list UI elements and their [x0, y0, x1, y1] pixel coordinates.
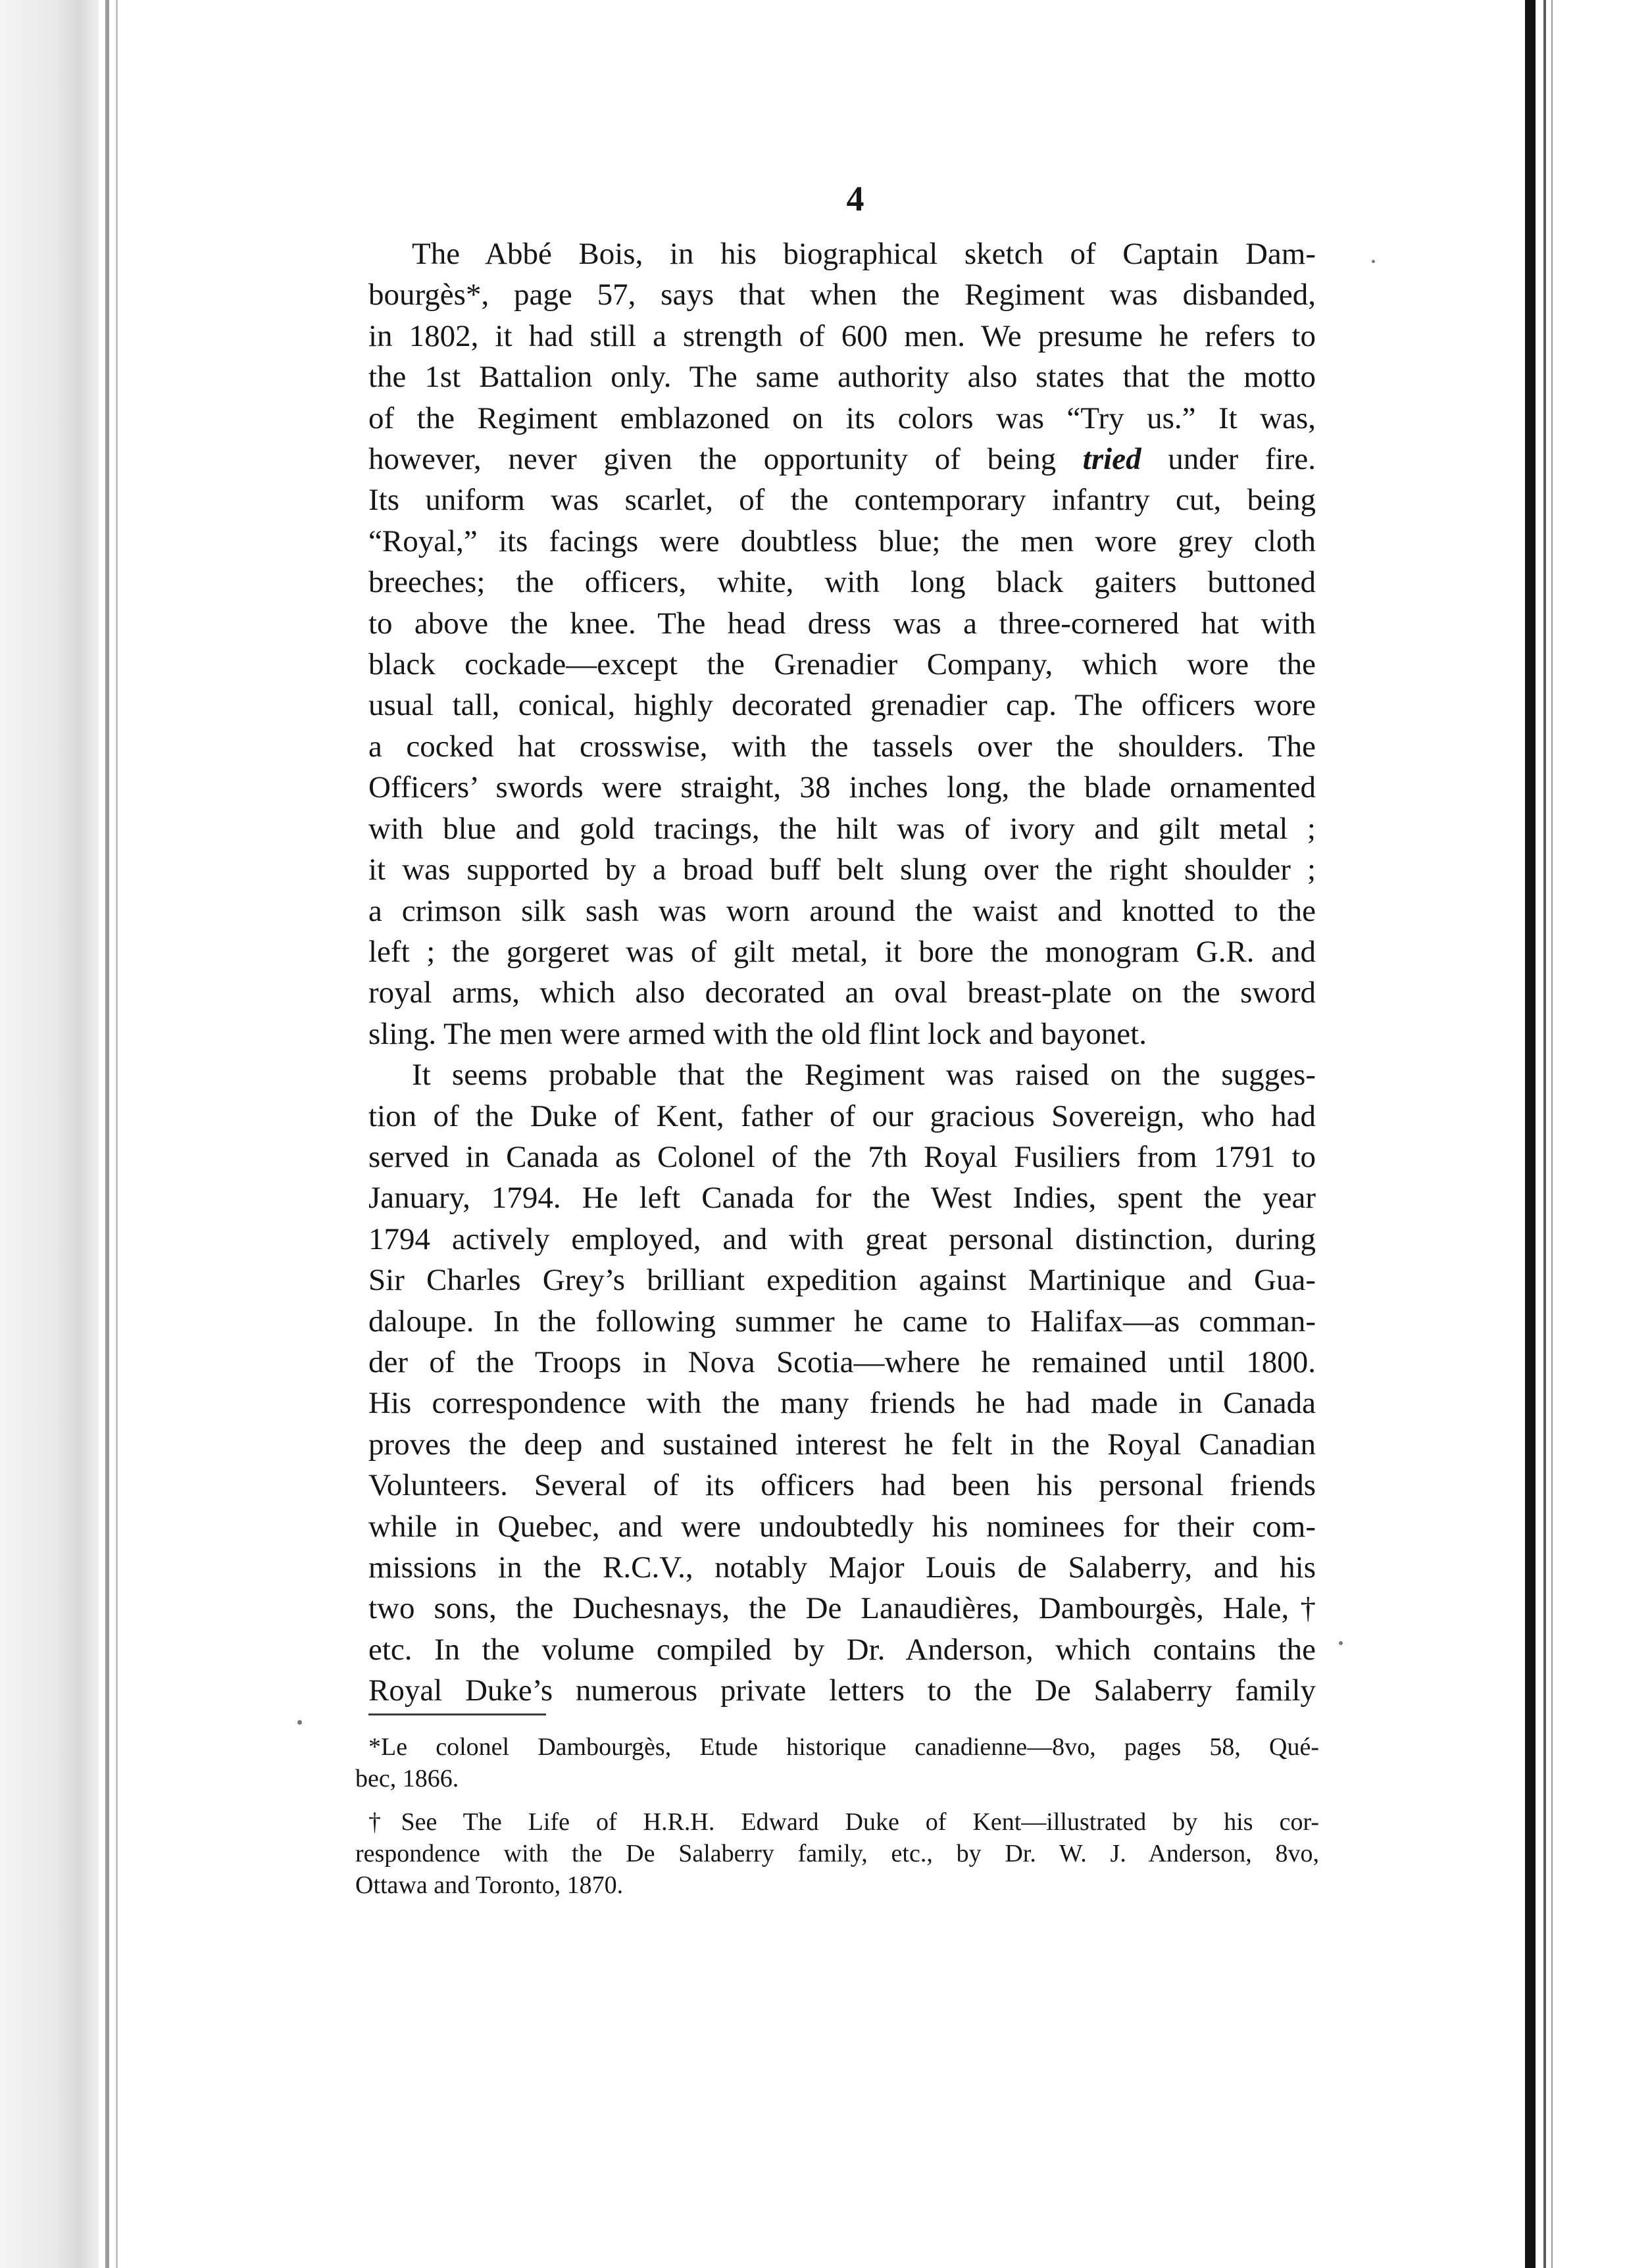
- text-line: a cocked hat crosswise, with the tassels over the shoulders. The: [368, 729, 1316, 764]
- binding-shadow-line: [105, 0, 109, 2268]
- text-line: Volunteers. Several of its officers had been his personal friends: [368, 1468, 1316, 1503]
- body-text: [368, 234, 1316, 1712]
- footnote-line: Ottawa and Toronto, 1870.: [355, 1871, 624, 1899]
- text-line: while in Quebec, and were undoubtedly his nominees for their com-: [368, 1509, 1316, 1544]
- text-line: sling. The men were armed with the old flint lock and bayonet.: [368, 1016, 1147, 1051]
- text-line: 1794 actively employed, and with great personal distinction, during: [368, 1221, 1316, 1256]
- text-line: served in Canada as Colonel of the 7th Royal Fusiliers from 1791 to: [368, 1139, 1316, 1174]
- footnote-duke-of-kent: [355, 1806, 1319, 1901]
- footnote-line: †See The Life of H.R.H. Edward Duke of Kent—illustrated by his cor-: [368, 1808, 1319, 1836]
- text-line: It seems probable that the Regiment was raised on the sugges-: [412, 1058, 1316, 1093]
- text-line: in 1802, it had still a strength of 600 men. We presume he refers to: [368, 318, 1316, 353]
- page-number: 4: [846, 179, 864, 218]
- emphasis-tried: tried: [1082, 442, 1141, 477]
- left-page-edge: [0, 0, 99, 2268]
- footnotes: [355, 1731, 1319, 1913]
- right-border-line: [1543, 0, 1546, 2268]
- text-line: The Abbé Bois, in his biographical sketch of Captain Dam-: [412, 237, 1316, 271]
- text-line: “Royal,” its facings were doubtless blue; the men wore grey cloth: [368, 524, 1316, 558]
- text-line: missions in the R.C.V., notably Major Louis de Salaberry, and his: [368, 1550, 1316, 1585]
- text-line: left ; the gorgeret was of gilt metal, it bore the monogram G.R. and: [368, 934, 1316, 969]
- text-line: of the Regiment emblazoned on its colors was “Try us.” It was,: [368, 401, 1316, 435]
- text-line: Sir Charles Grey’s brilliant expedition against Martinique and Gua-: [368, 1263, 1316, 1298]
- text-line: a crimson silk sash was worn around the waist and knotted to the: [368, 893, 1316, 928]
- text-line: daloupe. In the following summer he came to Halifax—as comman-: [368, 1304, 1316, 1339]
- text-line: to above the knee. The head dress was a three-cornered hat with: [368, 606, 1316, 641]
- text-line: royal arms, which also decorated an oval breast-plate on the sword: [368, 975, 1316, 1010]
- text-line: usual tall, conical, highly decorated grenadier cap. The officers wore: [368, 688, 1316, 723]
- footnote-line: *Le colonel Dambourgès, Etude historique canadienne—8vo, pages 58, Qué-: [368, 1733, 1319, 1761]
- text-line: tion of the Duke of Kent, father of our gracious Sovereign, who had: [368, 1098, 1316, 1133]
- text-line: however, never given the opportunity of being tried under fire.: [368, 442, 1316, 477]
- text-line: January, 1794. He left Canada for the West Indies, spent the year: [368, 1181, 1316, 1216]
- text-line: der of the Troops in Nova Scotia—where he remained until 1800.: [368, 1344, 1316, 1379]
- scan-speck: [1372, 260, 1375, 263]
- right-border-line: [1551, 0, 1553, 2268]
- footnote-line: bec, 1866.: [355, 1765, 459, 1792]
- text-line: etc. In the volume compiled by Dr. Anderson, which contains the: [368, 1632, 1316, 1667]
- text-line: Royal Duke’s numerous private letters to the De Salaberry family: [368, 1673, 1316, 1708]
- text-line: black cockade—except the Grenadier Company, which wore the: [368, 647, 1316, 682]
- text-line: His correspondence with the many friends he had made in Canada: [368, 1386, 1316, 1421]
- text-line: Officers’ swords were straight, 38 inches long, the blade ornamented: [368, 770, 1316, 805]
- scan-speck: [1339, 1641, 1343, 1645]
- text-line: two sons, the Duchesnays, the De Lanaudières, Dambourgès, Hale,†: [368, 1591, 1316, 1626]
- text-line: it was supported by a broad buff belt slung over the right shoulder ;: [368, 852, 1316, 887]
- text-line: breeches; the officers, white, with long black gaiters buttoned: [368, 565, 1316, 600]
- footnote-rule: [368, 1713, 546, 1715]
- footnote-dambourges: [355, 1731, 1319, 1794]
- text-line: with blue and gold tracings, the hilt was of ivory and gilt metal ;: [368, 811, 1316, 846]
- text-line: proves the deep and sustained interest he felt in the Royal Canadian: [368, 1427, 1316, 1462]
- scan-speck: [297, 1720, 302, 1725]
- binding-shadow-line: [116, 0, 118, 2268]
- text-line: the 1st Battalion only. The same authority also states that the motto: [368, 360, 1316, 395]
- text-line: Its uniform was scarlet, of the contemporary infantry cut, being: [368, 483, 1316, 518]
- right-border-line: [1525, 0, 1536, 2268]
- footnote-line: respondence with the De Salaberry family, etc., by Dr. W. J. Anderson, 8vo,: [355, 1840, 1319, 1867]
- text-line: bourgès*, page 57, says that when the Regiment was disbanded,: [368, 278, 1316, 312]
